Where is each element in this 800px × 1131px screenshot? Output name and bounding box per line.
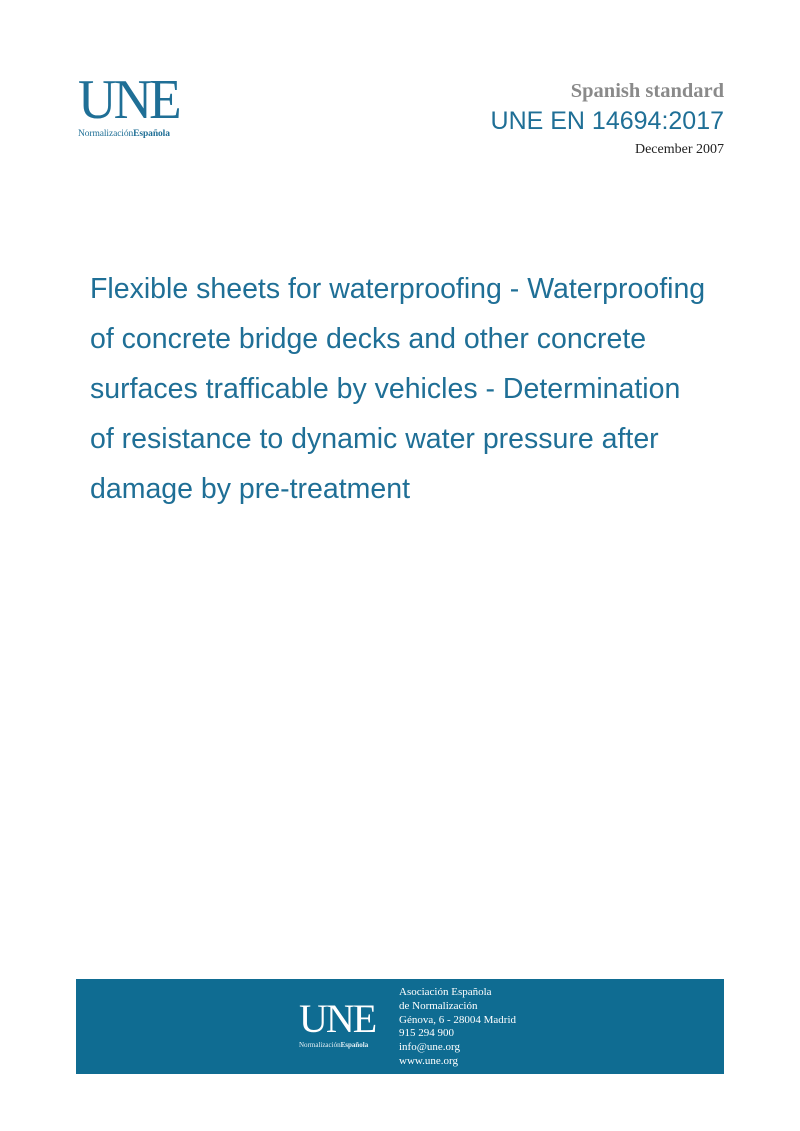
logo-tagline-part2: Española bbox=[133, 129, 170, 139]
title-line: surfaces trafficable by vehicles - Determination bbox=[90, 373, 681, 405]
org-phone: 915 294 900 bbox=[399, 1027, 454, 1040]
title-line: Flexible sheets for waterproofing - Waterproofing bbox=[90, 273, 706, 305]
standard-kicker: Spanish standard bbox=[570, 80, 724, 102]
org-name-line2: de Normalización bbox=[399, 999, 478, 1012]
une-logo bbox=[78, 69, 198, 142]
footer-tagline-part2: Española bbox=[340, 1041, 369, 1049]
title-line: of resistance to dynamic water pressure after bbox=[90, 423, 659, 455]
standard-code: UNE EN 14694:2017 bbox=[490, 107, 724, 135]
org-address: Génova, 6 - 28004 Madrid bbox=[399, 1013, 517, 1026]
org-email[interactable]: info@une.org bbox=[399, 1041, 460, 1054]
footer-logo-wordmark: UNE bbox=[299, 996, 376, 1041]
footer-banner bbox=[76, 979, 724, 1074]
standard-date: December 2007 bbox=[634, 142, 724, 157]
footer-logo bbox=[299, 996, 376, 1049]
org-website[interactable]: www.une.org bbox=[399, 1054, 458, 1067]
footer-tagline-part1: Normalización bbox=[299, 1041, 341, 1049]
footer-logo-tagline bbox=[299, 1041, 375, 1049]
logo-wordmark: UNE bbox=[78, 69, 179, 131]
org-name-line1: Asociación Española bbox=[399, 986, 492, 998]
standard-header bbox=[491, 78, 724, 161]
logo-tagline-part1: Normalización bbox=[78, 129, 134, 139]
title-line: damage by pre-treatment bbox=[90, 473, 410, 505]
document-title bbox=[90, 264, 790, 514]
title-line: of concrete bridge decks and other concrete bbox=[90, 323, 647, 355]
contact-block bbox=[399, 986, 516, 1069]
